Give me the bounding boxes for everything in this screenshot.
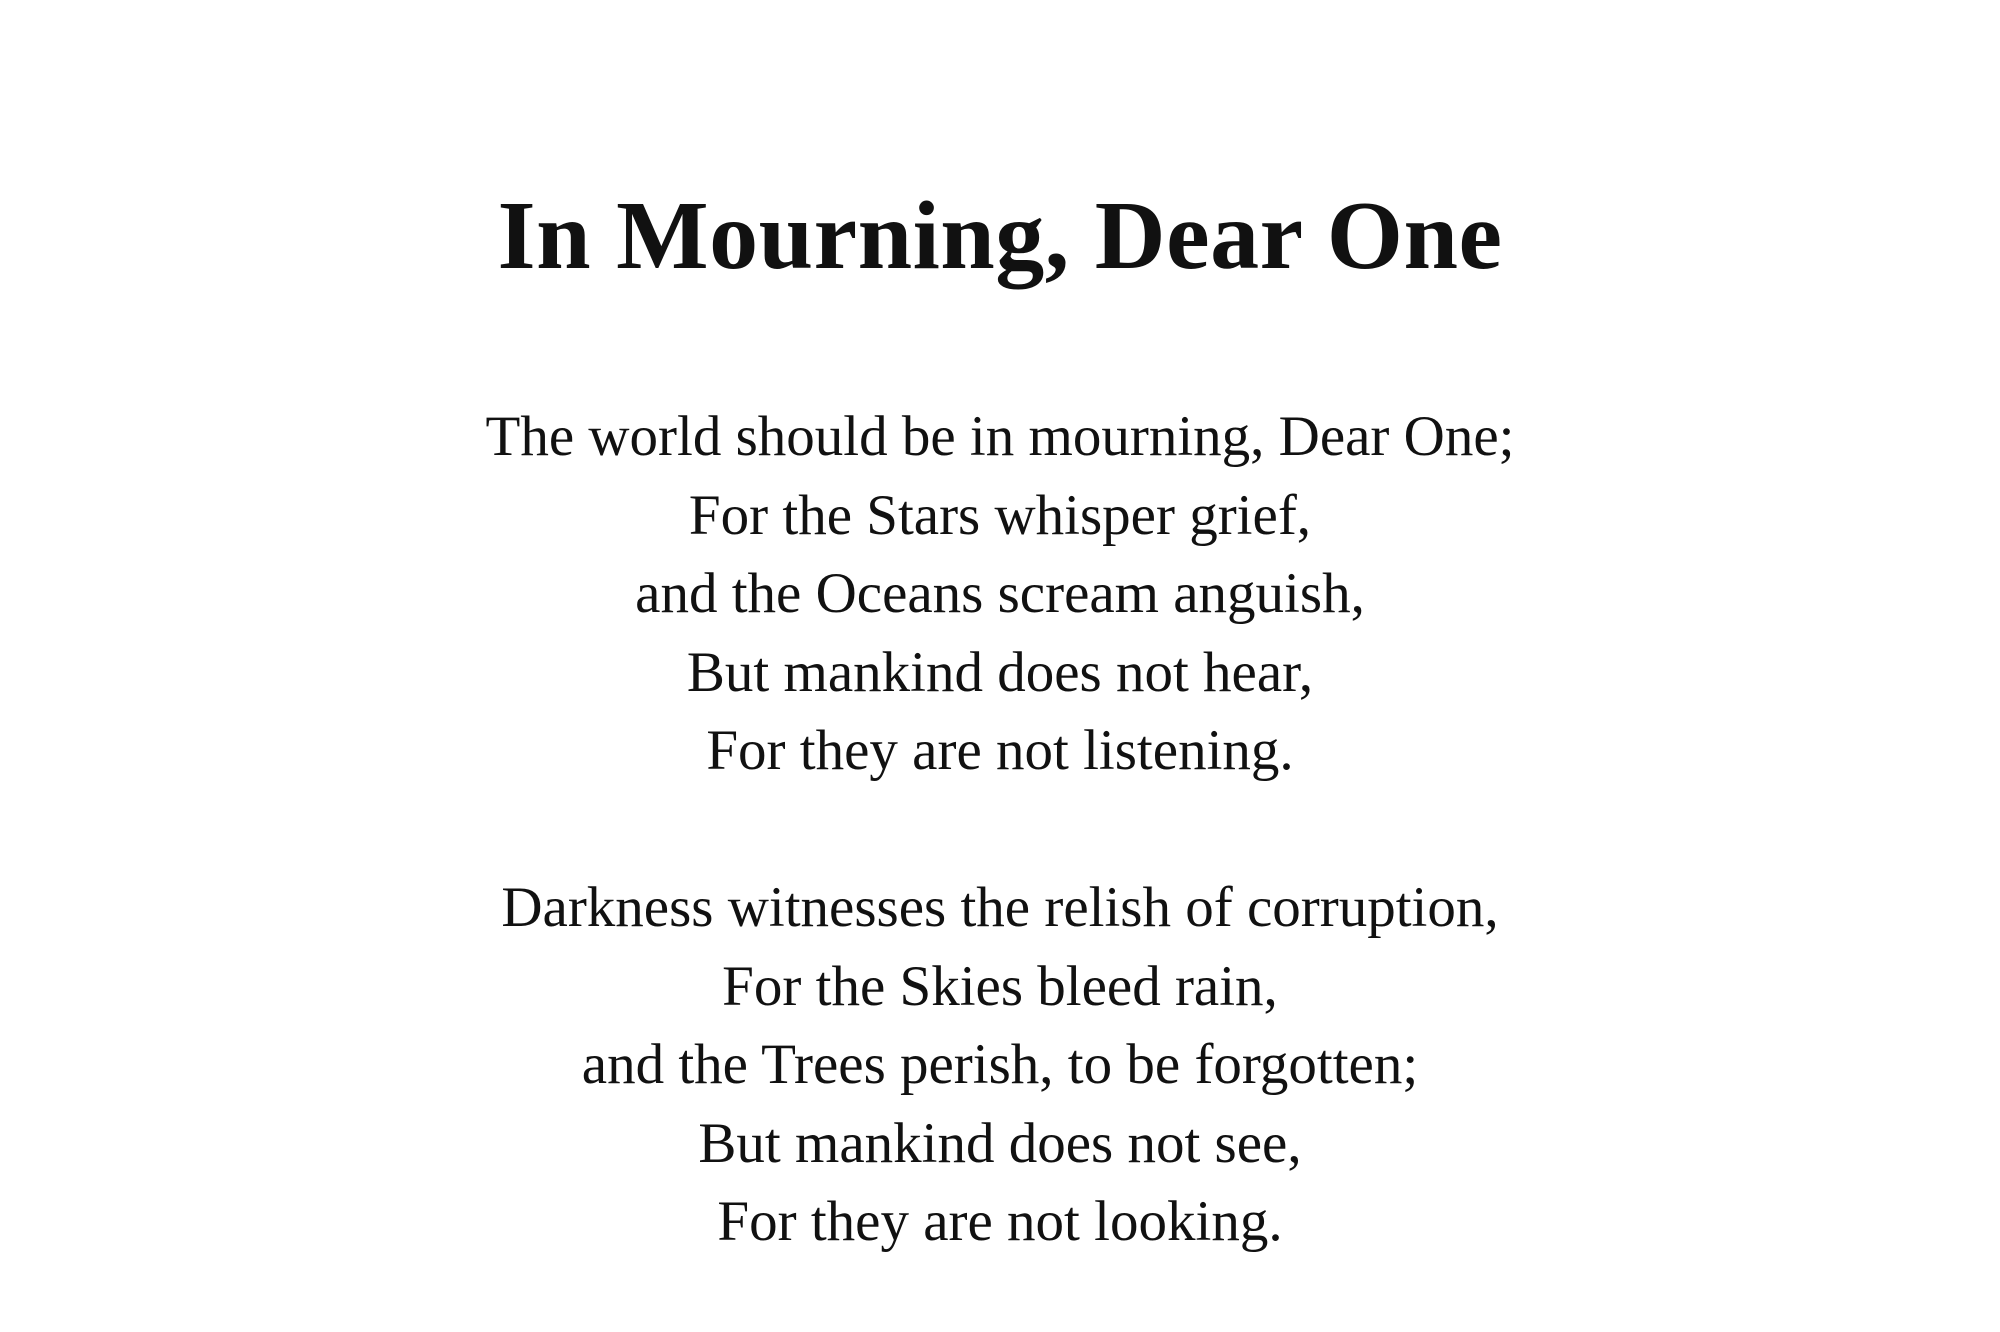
poem-line: The world should be in mourning, Dear One; — [485, 405, 1515, 468]
poem-line: For they are not looking. — [717, 1190, 1283, 1253]
poem-line: But mankind does not hear, — [686, 640, 1314, 704]
poem-title: In Mourning, Dear One — [497, 182, 1503, 290]
poem-line: and the Oceans scream anguish, — [635, 562, 1365, 625]
stanza-2 — [0, 869, 2000, 1262]
poem-line: But mankind does not see, — [698, 1111, 1302, 1175]
poem-line: For the Skies bleed rain, — [722, 954, 1278, 1018]
poem-line: and the Trees perish, to be forgotten; — [581, 1033, 1419, 1096]
poem-line: For the Stars whisper grief, — [688, 483, 1312, 547]
poem-line: For they are not listening. — [706, 719, 1294, 782]
stanza-1 — [0, 398, 2000, 791]
poem-line: Darkness witnesses the relish of corruption, — [501, 876, 1499, 939]
